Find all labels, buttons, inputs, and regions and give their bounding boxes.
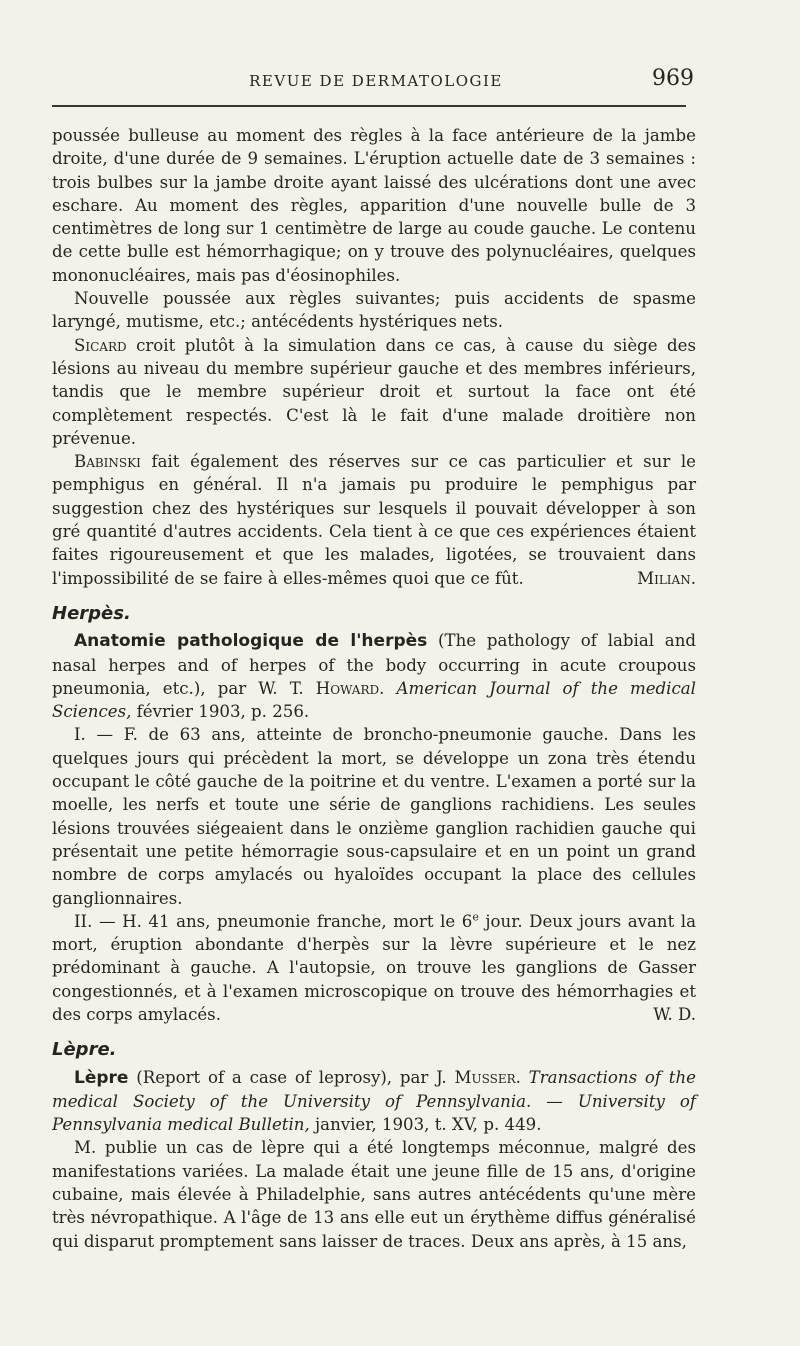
entry-journal: American Journal of the medical Sciences, [52,678,696,722]
bibliographic-entry [52,1066,696,1137]
header-rule [52,105,686,107]
running-title: REVUE DE DERMATOLOGIE [249,72,503,90]
superscript: e [472,910,479,924]
entry-reference: . [379,678,397,698]
entry-title: Anatomie pathologique de l'herpès [74,631,428,652]
page-number: 969 [652,66,694,91]
entry-author: Howard [315,678,380,698]
running-header [52,66,700,96]
entry-title: Lèpre [74,1067,129,1088]
paragraph-text: II. — H. 41 ans, pneumonie franche, mort le 6 [74,911,473,931]
page-body [52,124,696,1253]
paragraph-text: jour. Deux jours avant la mort, éruption abondante d'herpès sur la lèvre supérieure et le nez prédominant à gauche. A l'autopsie, on trouve les ganglions de Gasser congestionnés, et à l'examen microscopique on trouve des hémorrhagies et des corps amylacés. [52,911,696,1024]
entry-reference: . [515,1067,529,1087]
entry-reference: — [531,1091,578,1111]
section-title-lepre: Lèpre. [52,1039,117,1061]
entry-journal: Transactions of the medical Society of the University of Pennsylvania. [52,1067,696,1111]
paragraph [52,450,696,590]
paragraph: poussée bulleuse au moment des règles à la face antérieure de la jambe droite, d'une durée de 9 semaines. L'éruption actuelle date de 3 semaines : trois bulbes sur la jambe droite ayant laissé des ulcérations dont une avec eschare. Au moment des règles, apparition d'une nouvelle bulle de 3 centimètres de long sur 1 centimètre de large au coude gauche. Le contenu de cette bulle est hémorrhagique; on y trouve des polynucléaires, quelques mononucléaires, mais pas d'éosinophiles. [52,126,696,285]
entry-reference: (Report of a case of leprosy), par J. [128,1067,455,1087]
entry-author: Musser [454,1067,516,1087]
author-name: Sicard [74,335,127,355]
paragraph-text: croit plutôt à la simulation dans ce cas, à cause du siège des lésions au niveau du membre supérieur gauche et des membres inférieurs, tandis que le membre supérieur droit et surtout la face ont été complètement respectés. C'est là le fait d'une malade droitière non prévenue. [52,335,696,448]
entry-reference: janvier, 1903, t. XV, p. 449. [309,1115,542,1135]
paragraph: Nouvelle poussée aux règles suivantes; puis accidents de spasme laryngé, mutisme, etc.; antécédents hystériques nets. [52,289,696,332]
paragraph [52,334,696,450]
signature: Milian. [637,568,696,588]
bibliographic-entry [52,629,696,723]
author-name: Babinski [74,452,141,472]
section-title-herpes: Herpès. [52,602,131,624]
entry-reference: février 1903, p. 256. [131,702,310,722]
paragraph: I. — F. de 63 ans, atteinte de broncho-pneumonie gauche. Dans les quelques jours qui précèdent la mort, se développe un zona très étendu occupant le côté gauche de la poitrine et du ventre. L'examen a porté sur la moelle, les nerfs et toute une série de ganglions rachidiens. Les seules lésions trouvées siégeaient dans le onzième ganglion rachidien gauche qui présentait une petite hémorragie sous-capsulaire et en un point un grand nombre de corps amylacés ou hyaloïdes occupant la place des cellules ganglionnaires. [52,725,696,908]
entry-reference: (The pathology of labial and nasal herpes and of herpes of the body occurring in acute croupous pneumonia, etc.), par W. T. [52,631,697,698]
paragraph: M. publie un cas de lèpre qui a été longtemps méconnue, malgré des manifestations variées. La malade était une jeune fille de 15 ans, d'origine cubaine, mais élevée à Philadelphie, sans autres antécédents qu'une mère très névropathique. A l'âge de 13 ans elle eut un érythème diffus généralisé qui disparut promptement sans laisser de traces. Deux ans après, à 15 ans, [52,1138,696,1251]
entry-journal: University of Pennsylvania medical Bulletin, [52,1091,696,1135]
paragraph-text: fait également des réserves sur ce cas particulier et sur le pemphigus en général. Il n'a jamais pu produire le pemphigus par suggestion chez des hystériques sur lesquels il pouvait développer à son gré quantité d'autres accidents. Cela tient à ce que ces expériences étaient faites rigoureusement et que les malades, ligotées, se trouvaient dans l'impossibilité de se faire à elles-mêmes quoi que ce fût. [52,452,696,588]
paragraph [52,910,696,1026]
signature: W. D. [653,1004,696,1024]
